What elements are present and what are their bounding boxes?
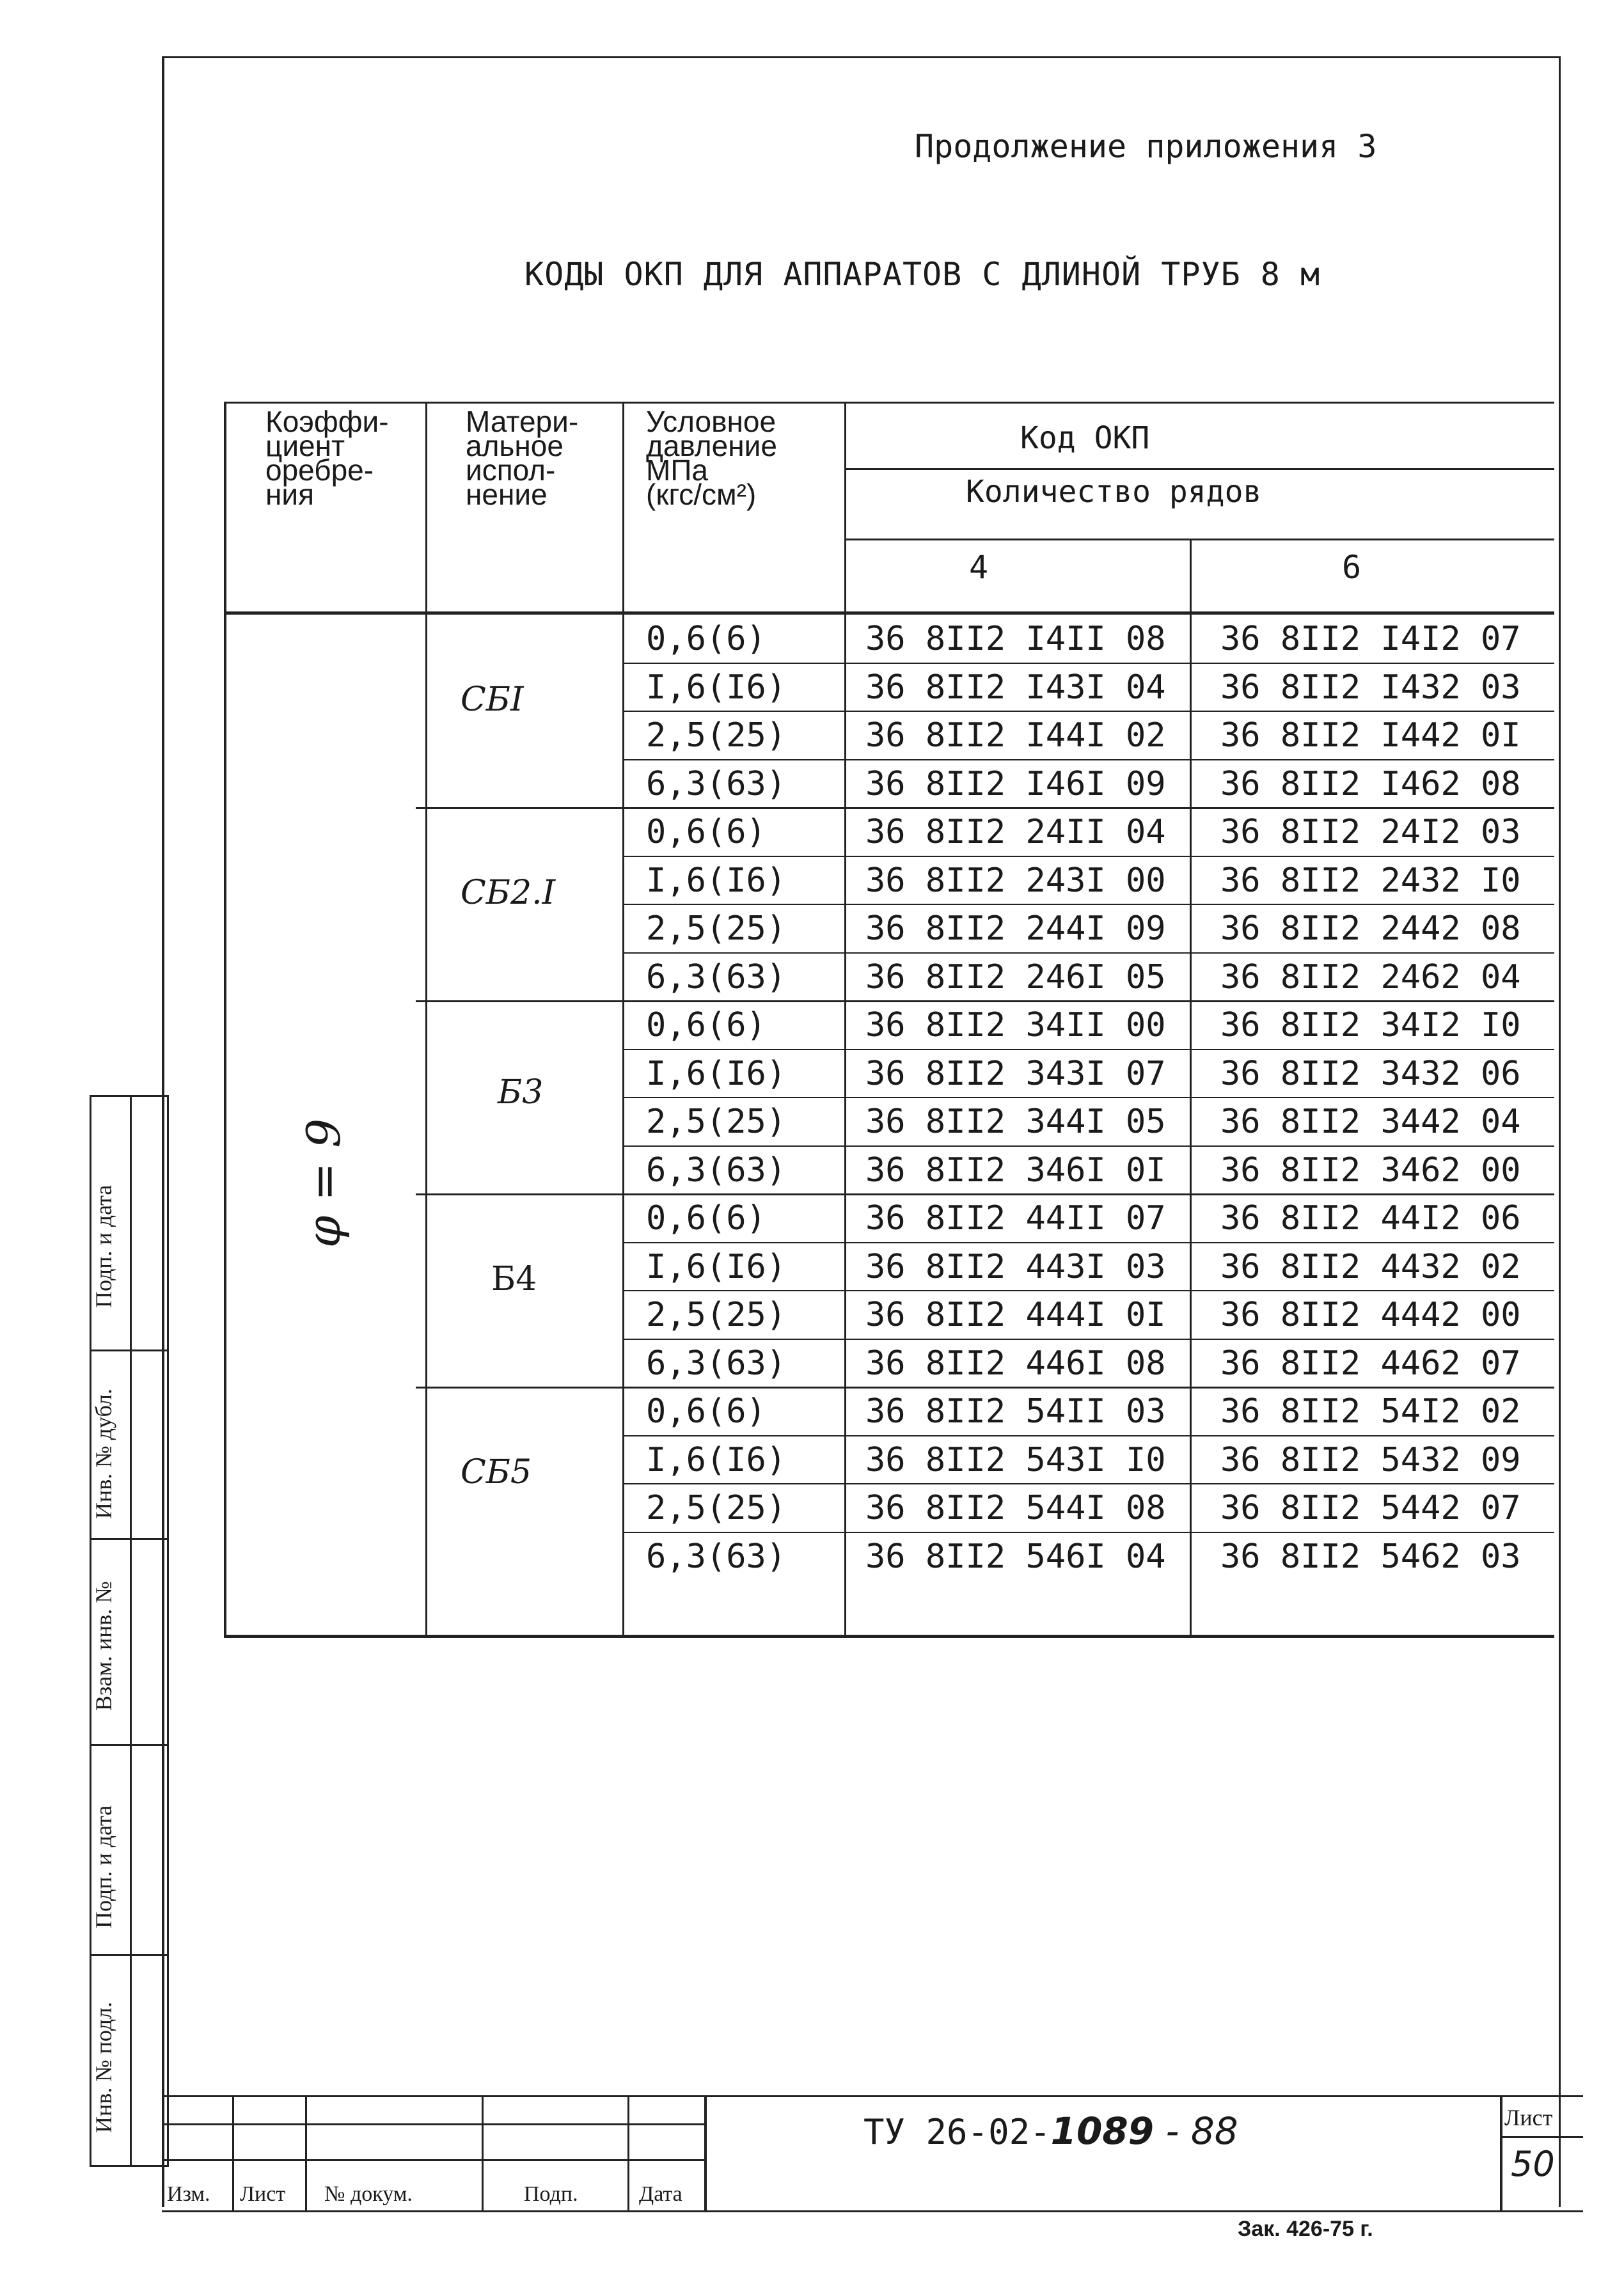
row-divider xyxy=(622,1097,1554,1098)
group-divider xyxy=(416,807,1554,809)
pressure-cell: 2,5(25) xyxy=(646,716,787,755)
okp-code-6-rows: 36 8II2 44I2 06 xyxy=(1220,1199,1521,1238)
group-divider xyxy=(416,1387,1554,1389)
okp-code-4-rows: 36 8II2 24II 04 xyxy=(865,813,1166,851)
pressure-cell: 0,6(6) xyxy=(646,1006,766,1044)
stamp-divider xyxy=(91,1538,167,1540)
title-block-col xyxy=(704,2095,707,2210)
pressure-cell: 0,6(6) xyxy=(646,620,766,658)
document-title: КОДЫ ОКП ДЛЯ АППАРАТОВ С ДЛИНОЙ ТРУБ 8 м xyxy=(524,256,1321,293)
okp-code-6-rows: 36 8II2 24I2 03 xyxy=(1220,813,1521,851)
order-number: Зак. 426-75 г. xyxy=(1238,2217,1373,2241)
okp-code-4-rows: 36 8II2 246I 05 xyxy=(865,957,1166,996)
tb-header-sheet: Лист xyxy=(240,2182,286,2206)
row-divider xyxy=(622,1242,1554,1243)
row-divider xyxy=(622,1290,1554,1291)
okp-code-4-rows: 36 8II2 544I 08 xyxy=(865,1489,1166,1527)
pressure-cell: 6,3(63) xyxy=(646,1537,787,1576)
okp-code-4-rows: 36 8II2 343I 07 xyxy=(865,1054,1166,1093)
okp-code-6-rows: 36 8II2 2462 04 xyxy=(1220,957,1521,996)
row-divider xyxy=(622,1339,1554,1340)
stamp-divider xyxy=(91,1744,167,1746)
document-number xyxy=(863,2109,1238,2153)
stamp-divider xyxy=(91,1350,167,1351)
pressure-cell: I,6(I6) xyxy=(646,668,787,707)
pressure-cell: 2,5(25) xyxy=(646,909,787,948)
tb-header-change: Изм. xyxy=(167,2182,210,2206)
pressure-cell: 2,5(25) xyxy=(646,1489,787,1527)
okp-code-4-rows: 36 8II2 54II 03 xyxy=(865,1392,1166,1431)
header-divider xyxy=(844,539,1554,540)
okp-code-4-rows: 36 8II2 I4II 08 xyxy=(865,620,1166,658)
okp-code-6-rows: 36 8II2 5442 07 xyxy=(1220,1489,1521,1527)
okp-code-6-rows: 36 8II2 I432 03 xyxy=(1220,668,1521,707)
okp-code-4-rows: 36 8II2 244I 09 xyxy=(865,909,1166,948)
table-left-border xyxy=(224,402,226,1637)
okp-code-6-rows: 36 8II2 4432 02 xyxy=(1220,1247,1521,1286)
pressure-cell: 0,6(6) xyxy=(646,1199,766,1238)
stamp-label: Взам. инв. № xyxy=(91,1581,116,1711)
header-coefficient: Коэффи- циент оребре- ния xyxy=(265,405,389,511)
okp-code-4-rows: 36 8II2 443I 03 xyxy=(865,1247,1166,1286)
tb-header-date: Дата xyxy=(639,2182,682,2206)
row-divider xyxy=(622,1532,1554,1533)
group-divider xyxy=(416,1000,1554,1002)
doc-number-handwritten: 1089 xyxy=(1050,2109,1155,2153)
row-divider xyxy=(622,1435,1554,1436)
okp-code-4-rows: 36 8II2 344I 05 xyxy=(865,1103,1166,1141)
pressure-cell: I,6(I6) xyxy=(646,1054,787,1093)
column-divider xyxy=(622,402,624,1637)
doc-prefix: ТУ 26-02- xyxy=(863,2112,1051,2152)
column-divider xyxy=(425,402,427,1637)
pressure-cell: 6,3(63) xyxy=(646,1344,787,1383)
title-block-row xyxy=(162,2123,704,2125)
okp-code-6-rows: 36 8II2 2432 I0 xyxy=(1220,861,1521,900)
okp-code-6-rows: 36 8II2 3442 04 xyxy=(1220,1103,1521,1141)
row-divider xyxy=(622,952,1554,954)
okp-code-6-rows: 36 8II2 3432 06 xyxy=(1220,1054,1521,1093)
okp-code-6-rows: 36 8II2 I462 08 xyxy=(1220,764,1521,803)
row-divider xyxy=(622,1483,1554,1484)
pressure-cell: 6,3(63) xyxy=(646,1151,787,1190)
okp-code-6-rows: 36 8II2 I4I2 07 xyxy=(1220,620,1521,658)
title-block-col xyxy=(482,2095,484,2210)
pressure-cell: I,6(I6) xyxy=(646,861,787,900)
title-block-row xyxy=(1500,2136,1583,2138)
okp-code-4-rows: 36 8II2 243I 00 xyxy=(865,861,1166,900)
okp-code-4-rows: 36 8II2 44II 07 xyxy=(865,1199,1166,1238)
header-pressure: Условное давление МПа (кгс/см²) xyxy=(646,405,777,511)
pressure-cell: 0,6(6) xyxy=(646,1392,766,1431)
title-block-col xyxy=(305,2095,307,2210)
pressure-cell: 2,5(25) xyxy=(646,1103,787,1141)
stamp-label: Инв. № подл. xyxy=(91,2001,116,2133)
okp-code-6-rows: 36 8II2 3462 00 xyxy=(1220,1151,1521,1190)
column-divider xyxy=(1190,539,1192,1637)
row-divider xyxy=(622,904,1554,905)
coefficient-value: φ = 9 xyxy=(297,1118,351,1248)
okp-code-4-rows: 36 8II2 I43I 04 xyxy=(865,668,1166,707)
header-rows-6: 6 xyxy=(1342,549,1362,586)
stamp-column-divider xyxy=(130,1097,132,2165)
group-divider xyxy=(416,1193,1554,1195)
stamp-label: Инв. № дубл. xyxy=(91,1389,116,1519)
okp-code-6-rows: 36 8II2 5432 09 xyxy=(1220,1440,1521,1479)
okp-code-4-rows: 36 8II2 543I I0 xyxy=(865,1440,1166,1479)
okp-code-4-rows: 36 8II2 446I 08 xyxy=(865,1344,1166,1383)
row-divider xyxy=(622,856,1554,857)
table-top-border xyxy=(224,402,1554,404)
okp-code-4-rows: 36 8II2 546I 04 xyxy=(865,1537,1166,1576)
pressure-cell: 0,6(6) xyxy=(646,813,766,851)
okp-code-4-rows: 36 8II2 346I 0I xyxy=(865,1151,1166,1190)
row-divider xyxy=(622,711,1554,712)
table-bottom-border xyxy=(224,1635,1554,1638)
header-rows-4: 4 xyxy=(969,549,989,586)
header-material: Матери- альное испол- нение xyxy=(466,405,579,511)
okp-code-6-rows: 36 8II2 34I2 I0 xyxy=(1220,1006,1521,1044)
header-okp-code: Код ОКП xyxy=(1020,420,1150,456)
title-block-col xyxy=(627,2095,629,2210)
material-cell: Б3 xyxy=(498,1073,544,1112)
stamp-divider xyxy=(91,1954,167,1956)
material-cell: СБ5 xyxy=(461,1453,532,1492)
header-divider xyxy=(844,468,1554,470)
pressure-cell: I,6(I6) xyxy=(646,1247,787,1286)
header-row-count: Количество рядов xyxy=(966,474,1262,510)
okp-code-6-rows: 36 8II2 4462 07 xyxy=(1220,1344,1521,1383)
title-block-top xyxy=(162,2095,1583,2097)
row-divider xyxy=(622,1145,1554,1147)
stamp-label: Подп. и дата xyxy=(91,1184,116,1308)
sheet-label: Лист xyxy=(1504,2105,1553,2130)
title-block-row xyxy=(162,2159,704,2161)
okp-code-6-rows: 36 8II2 I442 0I xyxy=(1220,716,1521,755)
continuation-note: Продолжение приложения 3 xyxy=(915,128,1377,165)
okp-code-6-rows: 36 8II2 2442 08 xyxy=(1220,909,1521,948)
pressure-cell: 6,3(63) xyxy=(646,957,787,996)
side-stamp xyxy=(90,1095,169,2167)
okp-code-4-rows: 36 8II2 I44I 02 xyxy=(865,716,1166,755)
okp-codes-table xyxy=(224,402,1554,1635)
title-block-bottom xyxy=(162,2210,1583,2212)
okp-code-4-rows: 36 8II2 444I 0I xyxy=(865,1296,1166,1334)
okp-code-4-rows: 36 8II2 I46I 09 xyxy=(865,764,1166,803)
pressure-cell: 2,5(25) xyxy=(646,1296,787,1334)
stamp-label: Подп. и дата xyxy=(91,1805,116,1928)
pressure-cell: 6,3(63) xyxy=(646,764,787,803)
row-divider xyxy=(622,1049,1554,1050)
header-bottom-border xyxy=(224,611,1554,615)
material-cell: СБ2.I xyxy=(461,874,556,913)
okp-code-4-rows: 36 8II2 34II 00 xyxy=(865,1006,1166,1044)
doc-suffix: - 88 xyxy=(1154,2109,1238,2153)
pressure-cell: I,6(I6) xyxy=(646,1440,787,1479)
row-divider xyxy=(622,759,1554,760)
material-cell: Б4 xyxy=(491,1260,537,1299)
material-cell: СБI xyxy=(461,681,524,720)
row-divider xyxy=(622,663,1554,664)
tb-header-signature: Подп. xyxy=(524,2182,578,2206)
tb-header-document: № докум. xyxy=(324,2182,413,2206)
okp-code-6-rows: 36 8II2 54I2 02 xyxy=(1220,1392,1521,1431)
column-divider xyxy=(844,402,846,1637)
title-block-col xyxy=(1500,2095,1502,2210)
title-block-col xyxy=(232,2095,234,2210)
sheet-number: 50 xyxy=(1511,2144,1555,2184)
okp-code-6-rows: 36 8II2 5462 03 xyxy=(1220,1537,1521,1576)
okp-code-6-rows: 36 8II2 4442 00 xyxy=(1220,1296,1521,1334)
